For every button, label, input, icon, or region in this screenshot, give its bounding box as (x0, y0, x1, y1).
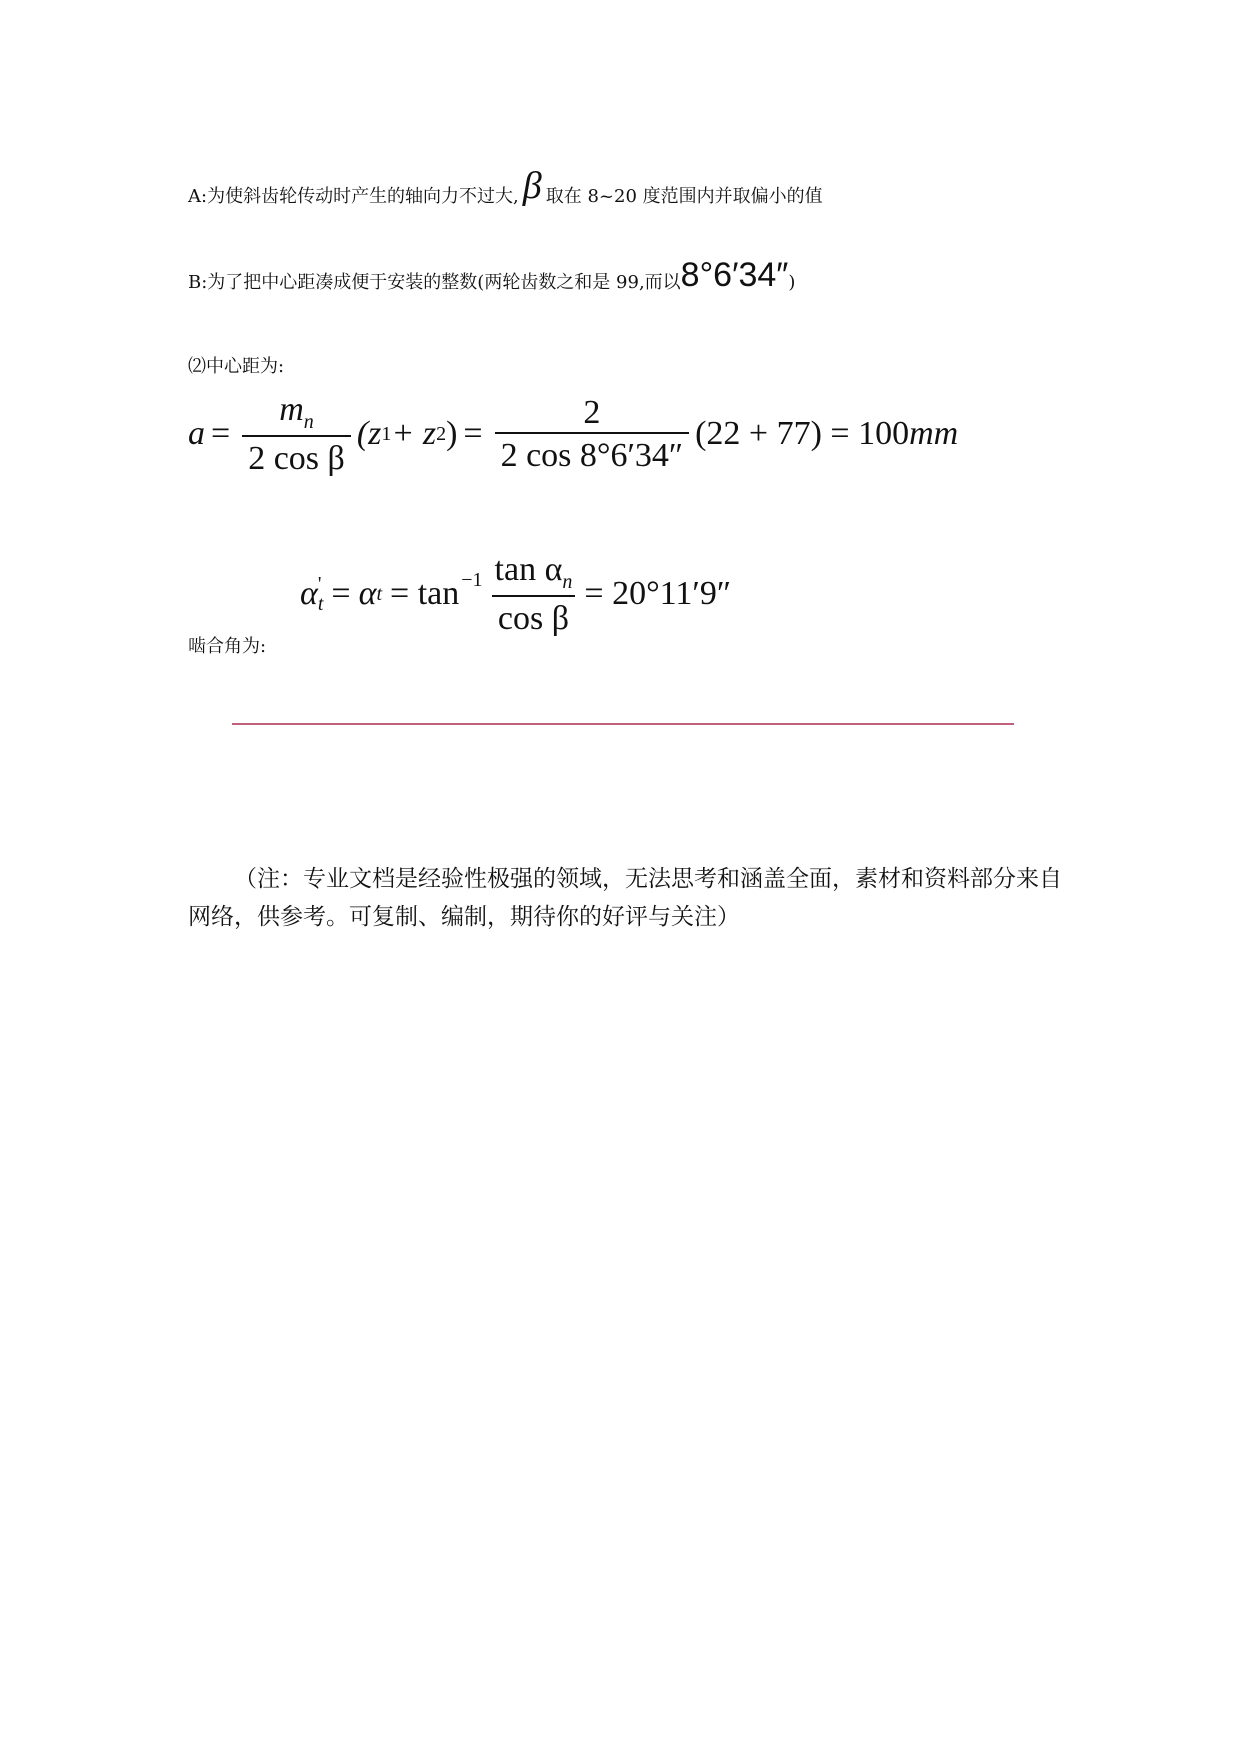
angle-value: 8°6′34″ (680, 256, 789, 294)
formula-b-lhs-sup: ' (317, 573, 322, 596)
line-a (188, 165, 823, 212)
line-b-suffix: ) (788, 272, 796, 293)
formula-center-distance (188, 392, 958, 476)
formula-a-frac1-num: m (279, 391, 304, 428)
formula-a-paren1-close: ) (446, 415, 458, 453)
formula-a-paren1: (z (356, 415, 382, 453)
divider-line (232, 723, 1014, 725)
formula-a-sub1: 1 (381, 422, 392, 445)
formula-b-result: = 20°11′9″ (584, 575, 731, 613)
formula-a-sub2: 2 (436, 422, 447, 445)
formula-a-lhs: a (188, 415, 205, 453)
formula-a-eq2: = (463, 415, 483, 453)
line-d: 啮合角为: (188, 636, 267, 657)
note-text: （注：专业文档是经验性极强的领域，无法思考和涵盖全面，素材和资料部分来自网络，供参考。可复制、编制，期待你的好评与关注） (188, 866, 1062, 930)
formula-a-frac1 (242, 392, 351, 476)
line-a-suffix: 取在 8~20 度范围内并取偏小的值 (545, 186, 823, 207)
formula-b-mid: α (358, 575, 377, 613)
formula-b-eq1: = (331, 575, 351, 613)
formula-a-frac1-den: 2 cos β (242, 435, 351, 477)
line-c: ⑵中心距为: (188, 356, 285, 377)
formula-a-frac2-num: 2 (583, 393, 601, 431)
formula-b-inv: −1 (461, 568, 483, 591)
beta-symbol: β (522, 165, 542, 207)
formula-a-tail: (22 + 77) = 100 (695, 415, 910, 453)
line-b (188, 258, 795, 297)
formula-b-frac (489, 552, 579, 636)
formula-mesh-angle (300, 552, 731, 636)
note-paragraph (188, 860, 1068, 936)
formula-a-plus: + z (391, 415, 437, 453)
formula-a-frac2 (495, 395, 690, 474)
formula-a-unit: mm (909, 415, 959, 453)
formula-b-frac-num-sub: n (562, 570, 573, 593)
line-b-prefix: B:为了把中心距凑成便于安装的整数(两轮齿数之和是 99,而以 (188, 272, 681, 293)
line-a-prefix: A:为使斜齿轮传动时产生的轴向力不过大, (188, 186, 519, 207)
formula-b-lhs-sub: t (317, 593, 324, 616)
formula-a-frac1-num-sub: n (303, 410, 314, 433)
formula-b-frac-num: tan α (494, 551, 563, 588)
formula-a-frac2-den: 2 cos 8°6′34″ (495, 432, 690, 474)
formula-b-lhs: α (300, 575, 318, 613)
formula-a-eq1: = (211, 415, 231, 453)
formula-b-eq2: = tan (390, 575, 460, 613)
formula-b-frac-den: cos β (492, 595, 575, 637)
formula-b-mid-sub: t (376, 582, 383, 605)
